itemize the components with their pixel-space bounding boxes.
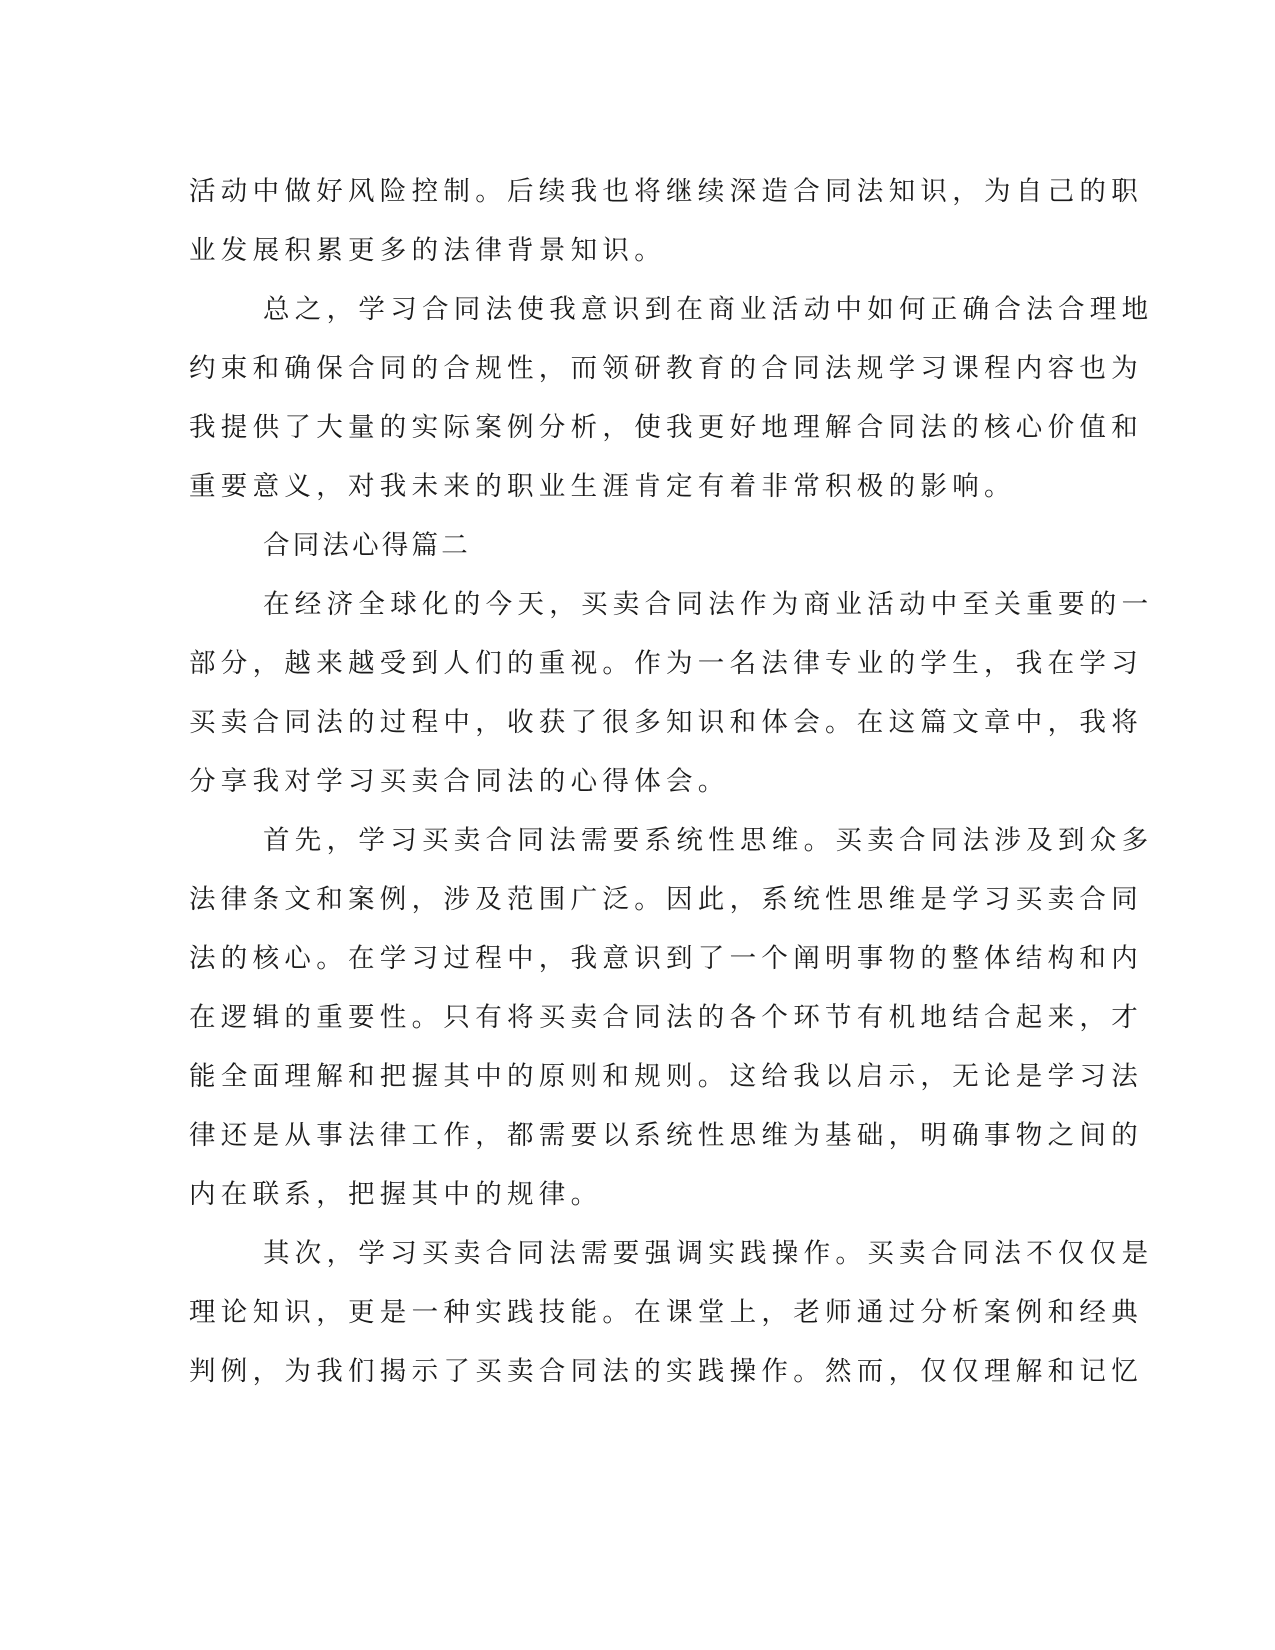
text-line: 法的核心。在学习过程中，我意识到了一个阐明事物的整体结构和内 xyxy=(189,943,1143,974)
text-line: 判例，为我们揭示了买卖合同法的实践操作。然而，仅仅理解和记忆 xyxy=(189,1356,1143,1387)
text-line: 法律条文和案例，涉及范围广泛。因此，系统性思维是学习买卖合同 xyxy=(189,884,1143,915)
paragraph-start-line: 首先，学习买卖合同法需要系统性思维。买卖合同法涉及到众多 xyxy=(263,825,1154,856)
paragraph-start-line: 总之，学习合同法使我意识到在商业活动中如何正确合法合理地 xyxy=(263,294,1154,325)
text-line: 在逻辑的重要性。只有将买卖合同法的各个环节有机地结合起来，才 xyxy=(189,1002,1143,1033)
text-line: 约束和确保合同的合规性，而领研教育的合同法规学习课程内容也为 xyxy=(189,353,1143,384)
text-line: 内在联系，把握其中的规律。 xyxy=(189,1179,603,1210)
text-line: 理论知识，更是一种实践技能。在课堂上，老师通过分析案例和经典 xyxy=(189,1297,1143,1328)
text-line: 律还是从事法律工作，都需要以系统性思维为基础，明确事物之间的 xyxy=(189,1120,1143,1151)
section-heading: 合同法心得篇二 xyxy=(263,530,471,561)
text-line: 能全面理解和把握其中的原则和规则。这给我以启示，无论是学习法 xyxy=(189,1061,1143,1092)
text-line: 分享我对学习买卖合同法的心得体会。 xyxy=(189,766,730,797)
text-line: 活动中做好风险控制。后续我也将继续深造合同法知识，为自己的职 xyxy=(189,176,1143,207)
paragraph-start-line: 其次，学习买卖合同法需要强调实践操作。买卖合同法不仅仅是 xyxy=(263,1238,1154,1269)
text-line: 我提供了大量的实际案例分析，使我更好地理解合同法的核心价值和 xyxy=(189,412,1143,443)
text-line: 买卖合同法的过程中，收获了很多知识和体会。在这篇文章中，我将 xyxy=(189,707,1143,738)
text-line: 业发展积累更多的法律背景知识。 xyxy=(189,235,666,266)
text-line: 重要意义，对我未来的职业生涯肯定有着非常积极的影响。 xyxy=(189,471,1016,502)
document-body xyxy=(189,162,1154,1401)
text-line: 部分，越来越受到人们的重视。作为一名法律专业的学生，我在学习 xyxy=(189,648,1143,679)
paragraph-start-line: 在经济全球化的今天，买卖合同法作为商业活动中至关重要的一 xyxy=(263,589,1154,620)
